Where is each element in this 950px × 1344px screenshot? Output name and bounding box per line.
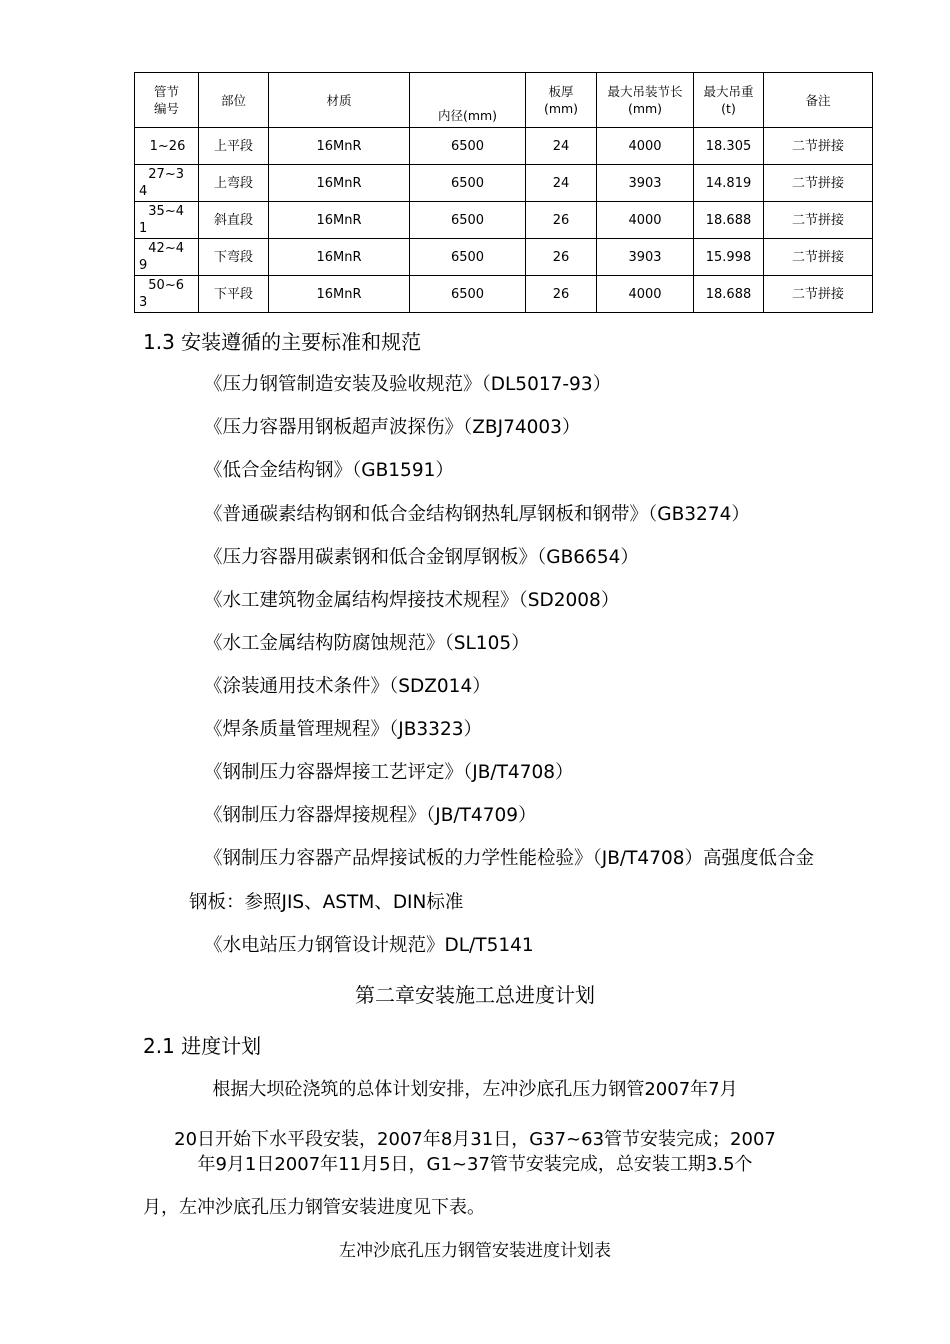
table-row: [135, 276, 873, 313]
cell-weight: 18.305: [694, 128, 764, 165]
paragraph-line: 年9月1日2007年11月5日，G1~37管节安装完成，总安装工期3.5个: [197, 1154, 753, 1175]
cell-weight: 14.819: [694, 165, 764, 202]
cell-id: 35~4 1: [135, 202, 199, 239]
cell-length: 3903: [597, 239, 694, 276]
cell-length: 4000: [597, 128, 694, 165]
cell-material: 16MnR: [269, 276, 410, 313]
header-part: 部位: [199, 73, 269, 128]
standard-item: 《水工金属结构防腐蚀规范》（SL105）: [204, 633, 530, 654]
cell-length: 4000: [597, 276, 694, 313]
standard-item: 《低合金结构钢》（GB1591）: [204, 460, 454, 481]
cell-remark: 二节拼接: [764, 128, 873, 165]
standard-item: 《压力容器用钢板超声波探伤》（ZBJ74003）: [204, 417, 581, 438]
header-diameter: 内径(mm): [410, 73, 526, 128]
section-2-1-title: 2.1 进度计划: [143, 1034, 262, 1058]
cell-length: 3903: [597, 165, 694, 202]
table-row: [135, 165, 873, 202]
standard-item: 《压力钢管制造安装及验收规范》（DL5017-93）: [204, 374, 612, 395]
cell-diameter: 6500: [410, 128, 526, 165]
cell-material: 16MnR: [269, 128, 410, 165]
standard-item: 《钢制压力容器焊接工艺评定》（JB/T4708）: [204, 762, 574, 783]
header-thickness: 板厚 (mm): [526, 73, 597, 128]
cell-weight: 18.688: [694, 276, 764, 313]
cell-diameter: 6500: [410, 165, 526, 202]
cell-weight: 18.688: [694, 202, 764, 239]
cell-thickness: 26: [526, 202, 597, 239]
paragraph-line: 根据大坝砼浇筑的总体计划安排，左冲沙底孔压力钢管2007年7月: [212, 1079, 738, 1100]
cell-remark: 二节拼接: [764, 239, 873, 276]
table-row: [135, 128, 873, 165]
standard-item: 《钢制压力容器焊接规程》（JB/T4709）: [204, 805, 537, 826]
cell-remark: 二节拼接: [764, 202, 873, 239]
header-id: 管节 编号: [135, 73, 199, 128]
section-1-3-title: 1.3 安装遵循的主要标准和规范: [143, 330, 422, 354]
cell-diameter: 6500: [410, 239, 526, 276]
header-material: 材质: [269, 73, 410, 128]
cell-id: 42~4 9: [135, 239, 199, 276]
cell-material: 16MnR: [269, 202, 410, 239]
cell-thickness: 26: [526, 239, 597, 276]
cell-part: 斜直段: [199, 202, 269, 239]
table-header-row: [135, 73, 873, 128]
standard-item: 《钢制压力容器产品焊接试板的力学性能检验》（JB/T4708）高强度低合金: [204, 848, 815, 869]
cell-part: 下弯段: [199, 239, 269, 276]
header-max-weight: 最大吊重 (t): [694, 73, 764, 128]
cell-id: 1~26: [135, 128, 199, 165]
cell-id: 50~6 3: [135, 276, 199, 313]
standard-item: 《普通碳素结构钢和低合金结构钢热轧厚钢板和钢带》（GB3274）: [204, 504, 750, 525]
cell-thickness: 24: [526, 165, 597, 202]
cell-length: 4000: [597, 202, 694, 239]
standard-item-continued: 钢板：参照JIS、ASTM、DIN标准: [189, 892, 464, 913]
cell-thickness: 24: [526, 128, 597, 165]
standard-item: 《焊条质量管理规程》（JB3323）: [204, 719, 482, 740]
table-row: [135, 239, 873, 276]
cell-part: 上平段: [199, 128, 269, 165]
table-row: [135, 202, 873, 239]
cell-weight: 15.998: [694, 239, 764, 276]
cell-material: 16MnR: [269, 239, 410, 276]
standard-item: 《涂装通用技术条件》（SDZ014）: [204, 676, 491, 697]
cell-thickness: 26: [526, 276, 597, 313]
cell-part: 下平段: [199, 276, 269, 313]
cell-id: 27~3 4: [135, 165, 199, 202]
paragraph-line: 月，左冲沙底孔压力钢管安装进度见下表。: [143, 1197, 485, 1218]
table-caption: 左冲沙底孔压力钢管安装进度计划表: [339, 1241, 611, 1261]
cell-diameter: 6500: [410, 276, 526, 313]
header-max-length: 最大吊装节长 (mm): [597, 73, 694, 128]
cell-remark: 二节拼接: [764, 165, 873, 202]
cell-part: 上弯段: [199, 165, 269, 202]
cell-diameter: 6500: [410, 202, 526, 239]
paragraph-line: 20日开始下水平段安装，2007年8月31日，G37~63管节安装完成；2007: [174, 1129, 776, 1150]
pipe-section-table: [134, 72, 873, 313]
chapter-title: 第二章安装施工总进度计划: [355, 983, 595, 1007]
header-remark: 备注: [764, 73, 873, 128]
standard-item: 《压力容器用碳素钢和低合金钢厚钢板》（GB6654）: [204, 547, 639, 568]
standard-item: 《水电站压力钢管设计规范》DL/T5141: [204, 935, 534, 956]
cell-material: 16MnR: [269, 165, 410, 202]
standard-item: 《水工建筑物金属结构焊接技术规程》（SD2008）: [204, 590, 620, 611]
cell-remark: 二节拼接: [764, 276, 873, 313]
